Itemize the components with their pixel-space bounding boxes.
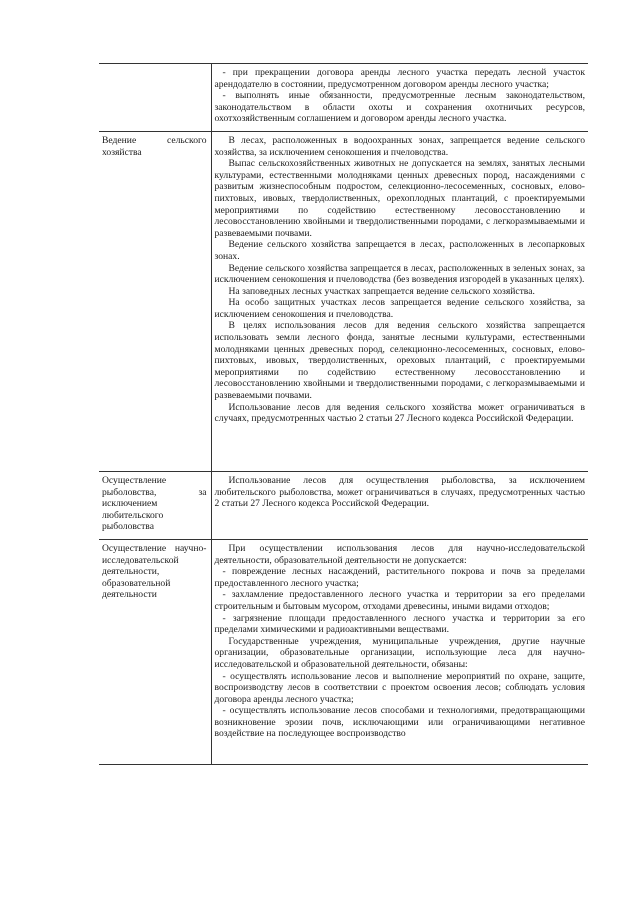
table-row bbox=[99, 471, 588, 539]
paragraph: - осуществлять использование лесов и выполнение мероприятий по охране, защите, воспроизводству лесов в соответствии с проектом освоения лесов; соблюдать условия договора аренды лесного участка; bbox=[214, 670, 585, 705]
requirements-cell bbox=[211, 131, 588, 471]
paragraph: Государственные учреждения, муниципальные учреждения, другие научные организации, образовательные организации, использующие леса для научно-исследовательской и образовательной деятельности, обязаны: bbox=[214, 635, 585, 670]
activity-label: Ведение сельского хозяйства bbox=[102, 134, 207, 158]
activity-cell bbox=[99, 64, 211, 132]
paragraph: - повреждение лесных насаждений, растительного покрова и почв за пределами предоставленного лесного участка; bbox=[214, 566, 585, 589]
table-row bbox=[99, 131, 588, 471]
paragraph: - при прекращении договора аренды лесного участка передать лесной участок арендодателю в состоянии, предусмотренном договором аренды лесного участка; bbox=[214, 67, 585, 90]
paragraph: - захламление предоставленного лесного участка и территории за его пределами строительным и бытовым мусором, отходами древесины, иными видами отходов; bbox=[214, 589, 585, 612]
activity-label: Осуществление научно-исследовательской деятельности, образовательной деятельности bbox=[102, 542, 207, 601]
paragraph: В целях использования лесов для ведения сельского хозяйства запрещается использовать земли лесного фонда, занятые лесными культурами, естественными молодняками ценных древесных пород, селекционно-лесосеменных, сосновых, елово-пихтовых, ивовых, твердолиственных, ореховых плантаций, с проектируемыми мероприятиями по содействию естественному лесовосстановлению и лесовосстановлению хвойными и твердолиственными породами, с легкоразмываемыми и развеваемыми почвами. bbox=[214, 320, 585, 402]
requirements-cell bbox=[211, 471, 588, 539]
forest-use-table bbox=[99, 63, 588, 765]
table-row bbox=[99, 539, 588, 764]
activity-cell bbox=[99, 471, 211, 539]
paragraph: Выпас сельскохозяйственных животных не допускается на землях, занятых лесными культурами, естественными молодняками ценных древесных пород, насаждениями с развитым жизнеспособным подростом, селекционно-лесосеменных, сосновых, елово-пихтовых, ивовых, твердолиственных, орехоплодных плантаций, с проектируемыми мероприятиями по содействию естественному лесовосстановлению и лесовосстановлению хвойными и твердолиственными породами, с легкоразмываемыми и развеваемыми почвами. bbox=[214, 158, 585, 239]
paragraph: На заповедных лесных участках запрещается ведение сельского хозяйства. bbox=[228, 285, 535, 297]
paragraph: Ведение сельского хозяйства запрещается в лесах, расположенных в лесопарковых зонах. bbox=[214, 239, 585, 262]
requirements-cell bbox=[211, 64, 588, 132]
activity-cell bbox=[99, 539, 211, 764]
paragraph: На особо защитных участках лесов запрещается ведение сельского хозяйства, за исключением сенокошения и пчеловодства. bbox=[214, 297, 585, 320]
paragraph: - осуществлять использование лесов способами и технологиями, предотвращающими возникновение эрозии почв, исключающими или ограничивающими негативное воздействие на последующее воспроизводство bbox=[214, 705, 585, 740]
paragraph: Ведение сельского хозяйства запрещается в лесах, расположенных в зеленых зонах, за исключением сенокошения и пчеловодства (без возведения изгородей в указанных целях). bbox=[214, 262, 585, 286]
paragraph: - выполнять иные обязанности, предусмотренные лесным законодательством, законодательством в области охоты и сохранения охотничьих ресурсов, охотхозяйственным соглашением и договором аренды лесного участка. bbox=[214, 90, 585, 125]
activity-cell bbox=[99, 131, 211, 471]
paragraph: - загрязнение площади предоставленного лесного участка и территории за его пределами химическими и радиоактивными веществами. bbox=[214, 612, 585, 636]
paragraph: При осуществлении использования лесов для научно-исследовательской деятельности, образовательной деятельности не допускается: bbox=[214, 542, 585, 566]
paragraph: Использование лесов для осуществления рыболовства, за исключением любительского рыболовства, может ограничиваться в случаях, предусмотренных частью 2 статьи 27 Лесного кодекса Российской Федерации. bbox=[214, 474, 585, 510]
paragraph: Использование лесов для ведения сельского хозяйства может ограничиваться в случаях, предусмотренных частью 2 статьи 27 Лесного кодекса Российской Федерации. bbox=[214, 401, 585, 425]
table-row bbox=[99, 64, 588, 132]
activity-label: Осуществление рыболовства, за исключением любительского рыболовства bbox=[102, 474, 207, 533]
paragraph: В лесах, расположенных в водоохранных зонах, запрещается ведение сельского хозяйства, за исключением сенокошения и пчеловодства. bbox=[214, 134, 585, 158]
requirements-cell bbox=[211, 539, 588, 764]
